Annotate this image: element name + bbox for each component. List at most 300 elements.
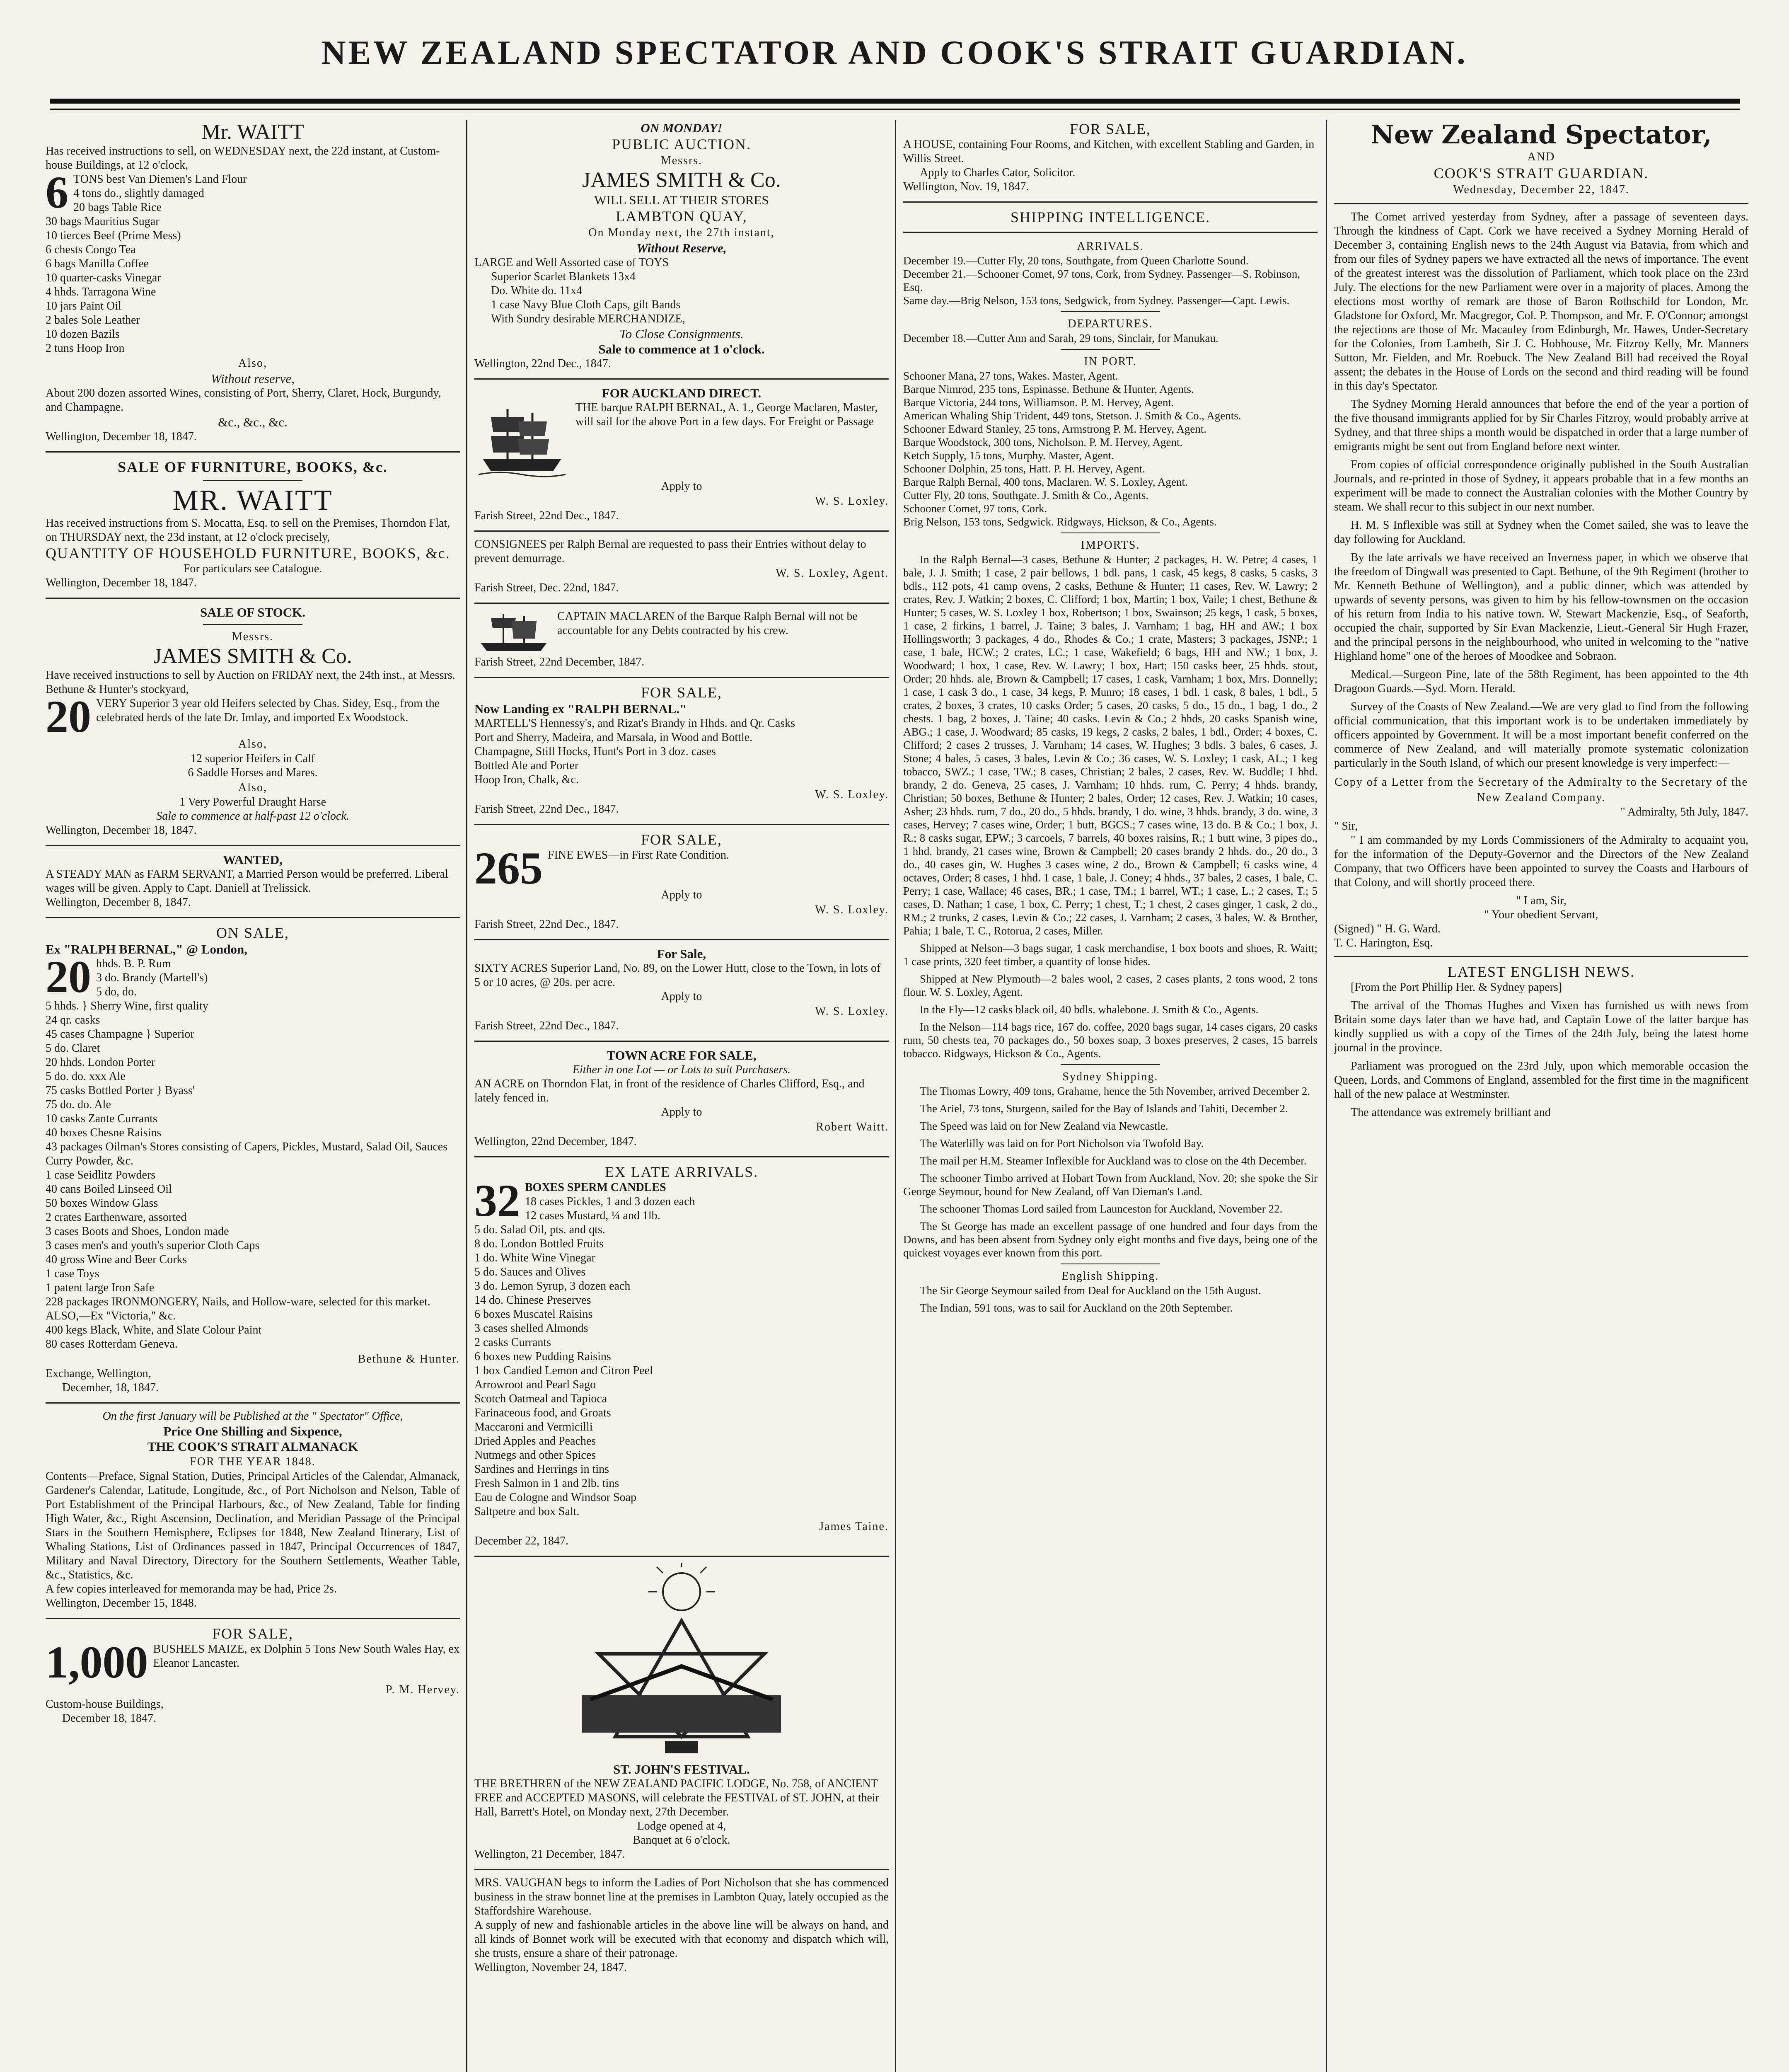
particulars: For particulars see Catalogue.	[183, 562, 322, 575]
ad-heading: FOR SALE,	[1069, 121, 1151, 137]
messrs-label: Messrs.	[232, 630, 274, 643]
ad-date: Wellington, Nov. 19, 1847.	[903, 180, 1029, 193]
shipping-paragraph: The mail per H.M. Steamer Inflexible for Auckland was to close on the 4th December.	[920, 1155, 1307, 1167]
list-item: 2 crates Earthenware, assorted	[46, 1211, 187, 1224]
arrivals-heading: ARRIVALS.	[1077, 240, 1144, 253]
divider	[474, 1156, 889, 1157]
banquet-line: Banquet at 6 o'clock.	[633, 1834, 730, 1847]
ad-heading: EX LATE ARRIVALS.	[604, 1164, 759, 1180]
list-item: Hoop Iron, Chalk, &c.	[474, 773, 579, 786]
shipping-paragraph: The Thomas Lowry, 409 tons, Grahame, hence the 5th November, arrived December 2.	[920, 1085, 1310, 1097]
ad-almanack	[46, 1409, 460, 1610]
editorial-paragraph: Survey of the Coasts of New Zealand.—We are very glad to find from the following official communication, that this important work is to be undertaken immediately by officers appointed by Government. It will be a most important benefit conferred on the commerce of New Zealand, and will materially promote systematic colonization particularly in the South Island, of which our present knowledge is very imperfect:—	[1334, 700, 1748, 770]
shipping-entry: December 21.—Schooner Comet, 97 tons, Cork, from Sydney. Passenger—S. Robinson, Esq.	[903, 268, 1301, 293]
auctioneer-name: JAMES SMITH & Co.	[153, 644, 352, 668]
divider	[903, 232, 1318, 233]
section-heading: SHIPPING INTELLIGENCE.	[1011, 209, 1210, 225]
list-item: 3 cases shelled Almonds	[474, 1322, 588, 1335]
list-item: 18 cases Pickles, 1 and 3 dozen each	[525, 1195, 695, 1208]
list-item: 6 boxes Muscatel Raisins	[474, 1308, 593, 1321]
ad-late-arrivals	[474, 1163, 889, 1548]
list-item: 24 qr. casks	[46, 1014, 100, 1026]
price-line: Price One Shilling and Sixpence,	[163, 1424, 342, 1438]
ad-date: Wellington, 21 December, 1847.	[474, 1848, 625, 1861]
list-item: Maccaroni and Vermicilli	[474, 1421, 593, 1433]
divider	[46, 598, 460, 599]
list-item: 12 cases Mustard, ¼ and 1lb.	[525, 1209, 660, 1222]
shipping-entry: Cutter Fly, 20 tons, Southgate. J. Smith & Co., Agents.	[903, 489, 1149, 501]
list-item: 10 jars Paint Oil	[46, 300, 121, 312]
ad-land	[474, 946, 889, 1033]
apply-line: Apply to	[661, 990, 702, 1003]
also-label: Also,	[238, 738, 267, 750]
ad-body: CONSIGNEES per Ralph Bernal are requested to pass their Entries without delay to prevent demurrage.	[474, 538, 866, 565]
short-rule	[203, 624, 302, 625]
list-item: 8 do. London Bottled Fruits	[474, 1237, 604, 1250]
ad-house-for-sale	[903, 120, 1318, 194]
shipping-entry: Brig Nelson, 153 tons, Sedgwick. Ridgways, Hickson, & Co., Agents.	[903, 516, 1217, 528]
in-port-heading: IN PORT.	[1084, 355, 1137, 368]
ad-date: Wellington, December 18, 1847.	[46, 576, 197, 589]
ad-date: Wellington, 22nd Dec., 1847.	[474, 357, 611, 370]
apply-line: Apply to	[661, 1106, 702, 1118]
list-item: Scotch Oatmeal and Tapioca	[474, 1392, 607, 1405]
masthead: NEW ZEALAND SPECTATOR AND COOK'S STRAIT GUARDIAN.	[321, 34, 1468, 71]
editorial-and: AND	[1527, 150, 1555, 163]
interleaved-line: A few copies interleaved for memoranda may be had, Price 2s.	[46, 1583, 337, 1595]
also-line: ALSO,—Ex "Victoria," &c.	[46, 1310, 176, 1322]
ad-date: Wellington, November 24, 1847.	[474, 1961, 627, 1974]
imports-text: In the Ralph Bernal—3 cases, Bethune & Hunter; 2 packages, H. W. Petre; 4 cases, 1 bale, J. J. Smith; 1 case, 2 pair bellows, 1 bdl. pans, 1 cask, 45 kegs, 8 casks, 5 casks, 3 bdls., 112 pots, 41 camp ovens, 2 casks, Bethune & Hunter; 11 cases, Rev. W. Lawry; 2 crates, Rev. J. Watkin; 2 boxes, C. Clifford; 1 box, Martin; 1 box, Vaile; 1 chest, Bethune & Hunter; 5 cases, W. S. Loxley 1 box, Robertson; 1 box, Swainson; 25 kegs, 1 cask, 5 boxes, 1 case, 2 firkins, 1 barrel, J. Taine; 3 bales, J. Varnham; 1 bag, HH and AW.; 1 box Hollingsworth; 3 packages, 4 do., Rhodes & Co.; 1 crate, Masters; 3 packages, JSNP.; 1 case, 1 bale, HCW.; 2 crates, LC.; 1 case, Wakefield; 6 bags, HH and NW.; 1 box, J. Woodward; 1 box, 1 case, Rev. W. Lawry; 1 box, Hart; 150 casks beer, 25 hhds. stout, Order; 20 hhds. ale, Brown & Campbell; 17 cases, 1 cask, Varnham; 1 box, Mrs. Donnelly; 1 case, 1 cask 3 do., 1 case, 34 kegs, P. Munro; 18 cases, 1 bdl. 1 cask, 8 bales, 1 bdl., 5 crates, 2 boxes, 3 crates, 10 casks Order; 5 cases, 20 casks, 5 do., 15 do., 1 bag, 1 do., 2 chests. 1 bag, 2 boxes, J. Taine; 40 casks. Levin & Co.; 2 hhds, 20 casks Spanish wine, ABG.; 1 case, J. Woodward; 85 casks, 19 kegs, 2 casks, 2 bales, 1 bdl., Order; 4 boxes, C. Clifford; 2 cases 2 trusses, J. Varnham; 14 cases, W. Hughes; 3 bdls. 3 bales, 6 cases, J. Stone; 4 bales, 5 cases, 3 bales, Levin & Co.; 36 cases, W. S. Loxley; 1 cask, AL.; 1 keg tobacco, SWZ.; 1 case, TW.; 8 cases, Christian; 2 bales, 2 cases, Rev. W. Buddle; 1 hhd. brandy, 2 do. Geneva, 25 cases, J. Varnham; 10 hhds. rum, C. Perry; 4 hhds. brandy, Christian; 50 boxes, Bethune & Hunter; 2 bales, Order; 12 cases, Rev. J. Watkin; 10 cases, Asher; 23 hhds. rum, 7 do., 20 do., 5 hhds. brandy, 1 do. wine, 3 hhds. brandy, 3 do. wine, 3 cases, Hervey; 7 cases wine, Order; 1 butt, BGCS.; 7 cases wine, 13 do. B & Co.; 1 box, J. R.; 8 casks sugar, EPW.; 3 carcoels, 7 barrels, 40 boxes raisins, R.; 1 butt wine, 3 pipes do., 1 hhd. brandy, 21 cases wine, Brown & Campbell; 20 cases brandy 2 hhds. do., 20 do., 3 do., 40 cases gin, W. Hughes 3 cases wine, 2 do., Brown & Campbell; 6 casks wine, 4 octaves, Order; 8 cases, 1 hhd. 1 case, 1 bale, J. Coney; 4 hhds., 37 bales, 2 cases, 1 bale, C. Perry; 1 case, Wallace; 46 cases, BR.; 1 case, TM.; 1 barrel, WT.; 1 case, L.; 2 cases, T.; 5 cases, D. Nathan; 1 case, 1 box, C. Perry; 1 chest, T.; 1 chest, 2 cases ginger, 1 cask, 2 do., RM.; 2 trunks, 2 cases, Levin & Co.; 22 cases, J. Varnham; 2 cases, 3 bales, W. & Brother, Pahia; 1 bale, T. C., Rotorua, 2 cases, Miller.	[903, 553, 1318, 937]
list-item: 3 cases Boots and Shoes, London made	[46, 1225, 229, 1238]
ad-intro: Has received instructions from S. Mocatta, Esq. to sell on the Premises, Thorndon Flat, on THURSDAY next, the 23d instant, at 12 o'clock precisely,	[46, 517, 450, 544]
apply-line: Apply to	[661, 480, 702, 493]
heifers-line: 12 superior Heifers in Calf	[190, 752, 315, 765]
list-item: 5 do. do. xxx Ale	[46, 1070, 126, 1083]
divider	[46, 1402, 460, 1404]
address-line: Custom-house Buildings,	[46, 1698, 164, 1711]
ad-body: SIXTY ACRES Superior Land, No. 89, on the Lower Hutt, close to the Town, in lots of 5 or 10 acres, @ 20s. per acre.	[474, 962, 881, 989]
list-item: 5 hhds. } Sherry Wine, first quality	[46, 1000, 208, 1012]
list-item: Port and Sherry, Madeira, and Marsala, in Wood and Bottle.	[474, 731, 753, 744]
agent-name: W. S. Loxley.	[815, 903, 889, 916]
list-item: 40 boxes Chesne Raisins	[46, 1126, 162, 1139]
ad-body: AN ACRE on Thorndon Flat, in front of the residence of Charles Clifford, Esq., and lately fenced in.	[474, 1077, 865, 1104]
column-1	[46, 120, 460, 2072]
english-shipping-heading: English Shipping.	[1061, 1270, 1159, 1283]
ad-intro: Have received instructions to sell by Auction on FRIDAY next, the 24th inst., at Messrs. Bethune & Hunter's stockyard,	[46, 669, 455, 696]
in-port-list	[903, 369, 1318, 528]
divider	[474, 1041, 889, 1042]
list-item: Bottled Ale and Porter	[474, 759, 579, 772]
ad-date: Wellington, December 15, 1848.	[46, 1597, 197, 1610]
ad-date: Farish Street, 22nd Dec., 1847.	[474, 918, 619, 931]
ad-heading: FOR AUCKLAND DIRECT.	[602, 386, 762, 400]
nelson-cargo: In the Nelson—114 bags rice, 167 do. coffee, 2020 bags sugar, 14 cases cigars, 20 casks rum, 50 chests tea, 70 packages do., 50 boxes soap, 3 boxes preserves, 2 cases, 15 barrels tobacco. Ridgways, Hickson & Co., Agents.	[903, 1021, 1318, 1060]
divider	[46, 451, 460, 453]
shipping-entry: Barque Ralph Bernal, 400 tons, Maclaren. W. S. Loxley, Agent.	[903, 476, 1188, 488]
list-item: Dried Apples and Peaches	[474, 1435, 596, 1447]
consign-line: To Close Consignments.	[619, 327, 744, 341]
ad-date: Wellington, 22nd December, 1847.	[474, 1135, 637, 1148]
sell-line: WILL SELL AT THEIR STORES	[594, 193, 769, 207]
exchange-line: Exchange, Wellington,	[46, 1367, 151, 1380]
quantity-number: 32	[474, 1175, 520, 1226]
ad-heading: ON SALE,	[216, 925, 289, 941]
short-rule	[1061, 349, 1160, 350]
draught-line: 1 Very Powerful Draught Harse	[179, 796, 326, 808]
auctioneer-name: MR. WAITT	[172, 484, 333, 516]
short-rule	[1061, 311, 1160, 312]
auctioneer-name: Mr. WAITT	[201, 120, 304, 144]
ad-on-sale	[46, 924, 460, 1395]
ad-heading: TOWN ACRE FOR SALE,	[607, 1048, 757, 1063]
ad-st-johns-festival	[474, 1563, 889, 1861]
nelson-shipped: Shipped at Nelson—3 bags sugar, 1 cask merchandise, 1 box boots and shoes, R. Waitt; 1 case prints, 320 feet timber, a quantity of loose hides.	[903, 942, 1318, 968]
ad-date: Wellington, December 18, 1847.	[46, 430, 197, 443]
list-item: 5 do. Salad Oil, pts. and qts.	[474, 1223, 605, 1236]
item-list	[474, 1195, 889, 1519]
editorial-body	[1334, 210, 1748, 770]
imports-heading: IMPORTS.	[1081, 539, 1140, 552]
editorial-paragraph: From copies of official correspondence originally published in the South Australian Journals, and re-printed in those of Sydney, it appears probable that in a few months an experiment will be made to connect the Australian colonies with the Mother Country by steam. We shall recur to this subject in our next number.	[1334, 458, 1748, 513]
list-item: TONS best Van Diemen's Land Flour	[73, 173, 247, 186]
ad-subheading: Either in one Lot — or Lots to suit Purchasers.	[572, 1063, 791, 1076]
shipping-paragraph: The Ariel, 73 tons, Sturgeon, sailed for the Bay of Islands and Tahiti, December 2.	[920, 1102, 1288, 1115]
shipping-paragraph: The Indian, 591 tons, was to sail for Auckland on the 20th September.	[920, 1302, 1233, 1314]
messrs-label: Messrs.	[660, 154, 703, 167]
shipping-entry: Barque Victoria, 244 tons, Williamson. P. M. Hervey, Agent.	[903, 396, 1174, 409]
ad-body: QUANTITY OF HOUSEHOLD FURNITURE, BOOKS, &c.	[46, 545, 450, 562]
quantity-number: 265	[474, 843, 543, 893]
letter-salutation: " Sir,	[1334, 820, 1358, 833]
apply-line: Apply to Charles Cator, Solicitor.	[920, 166, 1076, 179]
plymouth-shipped: Shipped at New Plymouth—2 bales wool, 2 cases, 2 cases plants, 2 tons wood, 2 tons flour. W. S. Loxley, Agent.	[903, 973, 1318, 998]
latest-news-body	[1334, 980, 1748, 1120]
wines-text: About 200 dozen assorted Wines, consisting of Port, Sherry, Claret, Hock, Burgundy, and Champagne.	[46, 387, 441, 414]
fly-cargo: In the Fly—12 casks black oil, 40 bdls. whalebone. J. Smith & Co., Agents.	[920, 1003, 1259, 1016]
list-item: Do. White do. 11x4	[491, 284, 583, 297]
list-item: 3 do. Lemon Syrup, 3 dozen each	[474, 1280, 631, 1293]
ship-illustration	[474, 610, 553, 655]
editorial-subtitle: COOK'S STRAIT GUARDIAN.	[1434, 165, 1649, 182]
ad-wanted	[46, 852, 460, 910]
shipping-entry: American Whaling Ship Trident, 449 tons, Stetson. J. Smith & Co., Agents.	[903, 409, 1241, 422]
ad-public-auction	[474, 120, 889, 371]
ad-body: CAPTAIN MACLAREN of the Barque Ralph Bernal will not be accountable for any Debts contracted by his crew.	[557, 610, 858, 637]
ad-heading: WANTED,	[223, 852, 283, 867]
ship-illustration	[474, 401, 570, 479]
shipping-entry: Schooner Comet, 97 tons, Cork.	[903, 502, 1047, 515]
list-item: 6 boxes new Pudding Raisins	[474, 1350, 611, 1363]
list-item: Fresh Salmon in 1 and 2lb. tins	[474, 1477, 619, 1490]
list-item: 10 casks Zante Currants	[46, 1112, 157, 1125]
divider	[46, 845, 460, 846]
divider	[1334, 956, 1748, 957]
agent-name: W. S. Loxley.	[815, 788, 889, 801]
item-list	[46, 167, 460, 356]
divider	[46, 917, 460, 918]
cases-line: 80 cases Rotterdam Geneva.	[46, 1338, 178, 1351]
sydney-shipping-heading: Sydney Shipping.	[1062, 1070, 1158, 1083]
letter-servant: " Your obedient Servant,	[1484, 908, 1598, 921]
ad-date: December, 18, 1847.	[62, 1381, 159, 1394]
list-item: 5 do. Claret	[46, 1042, 100, 1055]
ad-town-acre	[474, 1048, 889, 1149]
monday-line: ON MONDAY!	[641, 121, 723, 135]
editorial-paragraph: By the late arrivals we have received an Inverness paper, in which we observe that the freedom of Dingwall was presented to Capt. Bethune, of the 9th Regiment (brother to Mr. Kenneth Bethune of Wellington), and a public dinner, which was attended by upwards of seventy persons, was given to him by his fellow-townsmen on the occasion of his return from India to his native town. W. Stewart Mackenzie, Esq., of Seaforth, occupied the chair, supported by Sir Evan Mackenzie, Lieut.-General Sir Hugh Frazer, and the principal persons in the neighbourhood, who united in welcoming to the "native Highland home" one of the heroes of Moodkee and Sobraon.	[1334, 551, 1748, 663]
list-item: 1 case Toys	[46, 1267, 99, 1280]
ad-heading: For Sale,	[657, 946, 706, 961]
ad-body: A STEADY MAN as FARM SERVANT, a Married Person would be preferred. Liberal wages will be given. Apply to Capt. Daniell at Trelissick.	[46, 868, 448, 895]
arrivals-list	[903, 254, 1318, 307]
ad-body: THE BRETHREN of the NEW ZEALAND PACIFIC LODGE, No. 758, of ANCIENT FREE and ACCEPTED MASONS, will celebrate the FESTIVAL of ST. JOHN, at their Hall, Barrett's Hotel, on Monday next, 27th December.	[474, 1777, 880, 1818]
news-paragraph: Parliament was prorogued on the 23rd July, upon which memorable occasion the Queen, Lords, and Commons of England, assembled for the first time in the magnificent hall of the new palace at Westminster.	[1334, 1060, 1748, 1101]
divider	[474, 677, 889, 678]
ad-auckland-direct	[474, 385, 889, 523]
ad-consignees	[474, 537, 889, 595]
list-item: 14 do. Chinese Preserves	[474, 1294, 591, 1307]
divider	[903, 201, 1318, 203]
ad-heading: FOR SALE,	[641, 684, 723, 701]
ad-vaughan	[474, 1876, 889, 1975]
quay-line: LAMBTON QUAY,	[616, 208, 747, 225]
news-paragraph: [From the Port Phillip Her. & Sydney papers]	[1351, 981, 1562, 994]
masthead-rule	[50, 99, 1740, 104]
list-item: With Sundry desirable MERCHANDIZE,	[491, 312, 685, 325]
sydney-shipping-list	[903, 1084, 1318, 1259]
list-item: Arrowroot and Pearl Sago	[474, 1378, 596, 1391]
ad-body: BUSHELS MAIZE, ex Dolphin 5 Tons New South Wales Hay, ex Eleanor Lancaster.	[153, 1643, 460, 1670]
etc-text: &c., &c., &c.	[218, 415, 288, 429]
ad-furniture-sale	[46, 458, 460, 590]
kegs-line: 400 kegs Black, White, and Slate Colour Paint	[46, 1324, 262, 1336]
ad-date: Wellington, December 18, 1847.	[46, 824, 197, 837]
list-item: 1 case Navy Blue Cloth Caps, gilt Bands	[491, 298, 681, 311]
divider	[474, 603, 889, 604]
departures-list	[903, 332, 1318, 345]
letter-closing: " I am, Sir,	[1516, 894, 1567, 907]
shipping-paragraph: The schooner Timbo arrived at Hobart Town from Auckland, Nov. 20; she spoke the Sir George Seymour, bound for New Zealand, off Van Dieman's Land.	[903, 1172, 1318, 1198]
list-item: 2 tuns Hoop Iron	[46, 342, 125, 355]
latest-news-heading: LATEST ENGLISH NEWS.	[1447, 963, 1635, 980]
editorial-paragraph: The Sydney Morning Herald announces that before the end of the year a portion of the five thousand immigrants applied for by Sir Charles Fitzroy, would probably arrive at Sydney, and that three ships a month would be dispatched in order that a large number of emigrants might be sent out from England before next winter.	[1334, 398, 1748, 453]
shipping-paragraph: The Waterlilly was laid on for Port Nicholson via Twofold Bay.	[920, 1137, 1204, 1150]
ship-line: Now Landing ex "RALPH BERNAL."	[474, 702, 687, 716]
commence-line: Sale to commence at 1 o'clock.	[598, 342, 765, 356]
ad-waitt-sale	[46, 120, 460, 444]
quantity-number: 6	[46, 167, 68, 218]
list-item: 6 bags Manilla Coffee	[46, 257, 149, 270]
ad-date: Farish Street, 22nd Dec., 1847.	[474, 509, 619, 522]
list-item: 6 chests Congo Tea	[46, 243, 136, 256]
divider	[474, 939, 889, 940]
ad-heading: SALE OF STOCK.	[200, 605, 306, 620]
item-list	[46, 951, 460, 1309]
list-item: 10 dozen Bazils	[46, 328, 120, 341]
column-divider	[895, 120, 896, 2072]
list-item: 50 boxes Window Glass	[46, 1197, 158, 1210]
saddle-line: 6 Saddle Horses and Mares.	[188, 766, 318, 779]
divider	[474, 378, 889, 380]
short-rule	[203, 480, 302, 481]
list-item: 40 cans Boiled Linseed Oil	[46, 1183, 172, 1196]
list-item: 30 bags Mauritius Sugar	[46, 215, 160, 228]
quantity-number: 1,000	[46, 1637, 148, 1687]
shipping-entry: Ketch Supply, 15 tons, Murphy. Master, Agent.	[903, 449, 1114, 462]
ad-stock-sale	[46, 605, 460, 838]
shipping-intelligence	[903, 208, 1318, 1314]
letter-recipient: T. C. Harington, Esq.	[1334, 937, 1433, 949]
first-item: BOXES SPERM CANDLES	[525, 1181, 666, 1194]
column-3	[903, 120, 1318, 2072]
auctioneer-name: JAMES SMITH & Co.	[582, 168, 781, 192]
divider	[474, 824, 889, 825]
also-label: Also,	[238, 781, 267, 794]
ad-heading: FOR SALE,	[212, 1625, 294, 1642]
list-item: 75 do. do. Ale	[46, 1098, 111, 1111]
signature: Bethune & Hunter.	[358, 1353, 460, 1365]
ad-body: MRS. VAUGHAN begs to inform the Ladies of Port Nicholson that she has commenced business in the straw bonnet line at the premises in Lambton Quay, lately occupied as the Staffordshire Warehouse.	[474, 1876, 889, 1917]
list-item: 45 cases Champagne } Superior	[46, 1028, 194, 1041]
column-divider	[466, 120, 467, 2072]
ad-body: VERY Superior 3 year old Heifers selected by Chas. Sidey, Esq., from the celebrated herds of the late Dr. Imlay, and imported Ex Woodstock.	[96, 697, 440, 724]
ad-heading: SALE OF FURNITURE, BOOKS, &c.	[118, 459, 388, 475]
quantity-number: 20	[46, 691, 91, 742]
shipping-entry: December 19.—Cutter Fly, 20 tons, Southgate, from Queen Charlotte Sound.	[903, 254, 1249, 267]
reserve-label: Without reserve,	[210, 371, 295, 386]
shipping-entry: Barque Nimrod, 235 tons, Espinasse. Bethune & Hunter, Agents.	[903, 383, 1194, 395]
ad-body: MARTELL'S Hennessy's, and Rizat's Brandy in Hhds. and Qr. Casks	[474, 717, 795, 730]
ad-maize	[46, 1625, 460, 1726]
ad-body: LARGE and Well Assorted case of TOYS	[474, 256, 669, 269]
ad-body: FINE EWES—in First Rate Condition.	[548, 849, 729, 862]
departures-heading: DEPARTURES.	[1068, 317, 1153, 330]
shipping-entry: Same day.—Brig Nelson, 153 tons, Sedgwick, from Sydney. Passenger—Capt. Lewis.	[903, 294, 1290, 307]
date-line: On Monday next, the 27th instant,	[588, 226, 775, 239]
ad-captain	[474, 610, 889, 669]
editorial-title: New Zealand Spectator,	[1371, 120, 1712, 150]
list-item: 5 do. Sauces and Olives	[474, 1266, 586, 1278]
shipping-entry: Schooner Edward Stanley, 25 tons, Armstrong P. M. Hervey, Agent.	[903, 423, 1207, 435]
lodge-line: Lodge opened at 4,	[637, 1820, 726, 1832]
list-item: Farinaceous food, and Groats	[474, 1406, 611, 1419]
list-item: 1 do. White Wine Vinegar	[474, 1251, 595, 1264]
divider	[1334, 203, 1748, 204]
item-list	[474, 731, 889, 787]
agent-name: W. S. Loxley.	[815, 495, 889, 508]
column-2	[474, 120, 889, 2072]
ad-date: December 22, 1847.	[474, 1535, 569, 1547]
list-item: 1 patent large Iron Safe	[46, 1281, 155, 1294]
list-item: 20 hhds. London Porter	[46, 1056, 155, 1069]
quantity-number: 20	[46, 951, 91, 1002]
ship-line: Ex "RALPH BERNAL," @ London,	[46, 942, 248, 956]
short-rule	[1061, 1064, 1160, 1065]
news-paragraph: The attendance was extremely brilliant and	[1351, 1106, 1551, 1119]
list-item: 10 tierces Beef (Prime Mess)	[46, 229, 181, 242]
divider	[474, 1869, 889, 1870]
ad-heading: FOR SALE,	[641, 831, 723, 848]
ad-date: December 18, 1847.	[62, 1712, 157, 1725]
editorial-paragraph: Medical.—Surgeon Pine, late of the 58th Regiment, has been appointed to the 4th Dragoon Guards.—Syd. Morn. Herald.	[1334, 668, 1748, 695]
divider	[474, 1556, 889, 1557]
letter-heading: Copy of a Letter from the Secretary of the Admiralty to the Secretary of the New Zealand Company.	[1334, 776, 1748, 804]
agent-name: W. S. Loxley.	[815, 1005, 889, 1018]
ad-intro: Has received instructions to sell, on WEDNESDAY next, the 22d instant, at Custom-house Buildings, at 12 o'clock,	[46, 145, 440, 172]
shipping-entry: Barque Woodstock, 300 tons, Nicholson. P. M. Hervey, Agent.	[903, 436, 1183, 448]
list-item: Superior Scarlet Blankets 13x4	[491, 270, 636, 283]
signature: P. M. Hervey.	[386, 1683, 460, 1696]
list-item: 40 gross Wine and Beer Corks	[46, 1253, 187, 1266]
list-item: 5 do, do.	[96, 985, 137, 998]
editorial-paragraph: The Comet arrived yesterday from Sydney, after a passage of seventeen days. Through the kindness of Capt. Cork we have received a Sydney Morning Herald of December 3, containing English news to the 24th August via Batavia, from which and from our files of Sydney papers we have extracted all the news of importance. The event of the greatest interest was the dissolution of Parliament, which took place on the 23rd July. The elections for the new Parliament were over in a majority of places. Among the elections most worthy of remark are those of Baron Rothschild for London, Mr. Gladstone for Oxford, Mr. Macgregor, Col. P. Thompson, and Mr. F. O'Connor; amongst the rejections are those of Mr. Macauley from Edinburgh, Mr. Hawes, Under-Secretary for the Colonies, from Lambeth, Sir J. C. Hobhouse, Mr. Fitzroy Kelly, Mr. Manners Sutton, Mr. Fielden, and Mr. Roebuck. The New Zealand Bill had received the Royal assent; the debates in the House of Lords on the second and third reading will be found in this day's Spectator.	[1334, 211, 1748, 392]
commence-line: Sale to commence at half-past 12 o'clock.	[156, 810, 349, 823]
list-item: Saltpetre and box Salt.	[474, 1505, 580, 1518]
public-auction-line: PUBLIC AUCTION.	[612, 136, 752, 152]
apply-line: Apply to	[661, 888, 702, 901]
letter-signed: (Signed) " H. G. Ward.	[1334, 922, 1441, 935]
ad-body: A HOUSE, containing Four Rooms, and Kitchen, with excellent Stabling and Garden, in Willis Street.	[903, 138, 1315, 165]
list-item: Nutmegs and other Spices	[474, 1449, 596, 1462]
shipping-paragraph: The Speed was laid on for New Zealand via Newcastle.	[920, 1120, 1168, 1132]
almanack-title: THE COOK'S STRAIT ALMANACK	[147, 1439, 358, 1454]
ad-ewes	[474, 831, 889, 932]
list-item: 4 tons do., slightly damaged	[73, 187, 204, 200]
editorial-paragraph: H. M. S Inflexible was still at Sydney when the Comet sailed, she was to leave the day following for Auckland.	[1334, 519, 1748, 546]
shipping-paragraph: The schooner Thomas Lord sailed from Launceston for Auckland, November 22.	[920, 1203, 1283, 1215]
news-paragraph: The arrival of the Thomas Hughes and Vixen has furnished us with news from Britain some days later than we have had, and Captain Lowe of the latter barque has kindly supplied us with a copy of the Times of the 24th July, being the latest home journal in the province.	[1334, 999, 1748, 1054]
masthead-rule-thin	[50, 109, 1740, 110]
ad-martell	[474, 684, 889, 816]
contents-text: Contents—Preface, Signal Station, Duties, Principal Articles of the Calendar, Almanack, Gardener's Calendar, Latitude, Longitude, &c., of Port Nicholson and Nelson, Table of Port Establishment of the Principal Harbours, &c., of New Zealand, Table for finding High Water, &c., Right Ascension, Declination, and Meridian Passage of the Principal Stars in the Southern Hemisphere, Eclipses for 1848, New Zealand Itinerary, List of Whaling Stations, List of Ordinances passed in 1847, Principal Occurrences of 1847, Military and Naval Directory, Directory for the Southern Settlements, Weather Table, &c., Statistics, &c.	[46, 1470, 460, 1581]
shipping-entry: December 18.—Cutter Ann and Sarah, 29 tons, Sinclair, for Manukau.	[903, 332, 1218, 344]
divider	[46, 1618, 460, 1619]
column-divider	[1326, 120, 1327, 2072]
letter-date: " Admiralty, 5th July, 1847.	[1620, 806, 1748, 818]
ad-body-continued: A supply of new and fashionable articles in the above line will be always on hand, and all kinds of Bonnet work will be executed with that economy and dispatch which will, she trusts, ensure a share of their patronage.	[474, 1919, 889, 1960]
shipping-entry: Schooner Mana, 27 tons, Wakes. Master, Agent.	[903, 370, 1118, 382]
shipping-paragraph: The St George has made an excellent passage of one hundred and four days from the Downs, and has been absent from Sydney only eight months and five days, being one of the quickest voyages ever known from this port.	[903, 1220, 1318, 1259]
reserve-line: Without Reserve,	[636, 241, 727, 255]
masonic-emblem-illustration	[532, 1563, 831, 1757]
ad-date: Farish Street, 22nd Dec., 1847.	[474, 803, 619, 816]
shipping-paragraph: The Sir George Seymour sailed from Deal for Auckland on the 15th August.	[920, 1284, 1261, 1297]
ad-date: Farish Street, Dec. 22nd, 1847.	[474, 581, 619, 594]
item-list	[474, 270, 889, 326]
editorial-date: Wednesday, December 22, 1847.	[1453, 183, 1629, 196]
list-item: 4 hhds. Tarragona Wine	[46, 286, 156, 298]
list-item: 2 bales Sole Leather	[46, 314, 140, 327]
list-item: Eau de Cologne and Windsor Soap	[474, 1491, 637, 1504]
also-label: Also,	[238, 357, 267, 370]
ad-body: THE barque RALPH BERNAL, A. 1., George Maclaren, Master, will sail for the above Port in a few days. For Freight or Passage	[575, 401, 878, 428]
list-item: 2 casks Currants	[474, 1336, 551, 1349]
letter-body: " I am commanded by my Lords Commissioners of the Admiralty to acquaint you, for the information of the Deputy-Governor and the Directors of the New Zealand Company, that two Officers have been appointed to survey the Coasts and Harbours of that Colony, and will shortly proceed there.	[1334, 834, 1748, 889]
english-shipping-list	[903, 1284, 1318, 1314]
list-item: 1 case Seidlitz Powders	[46, 1169, 156, 1181]
notice-line: On the first January will be Published at the " Spectator" Office,	[102, 1410, 403, 1423]
column-4	[1334, 120, 1748, 2072]
list-item: 3 do. Brandy (Martell's)	[96, 971, 208, 984]
agent-name: W. S. Loxley, Agent.	[776, 567, 889, 580]
list-item: hhds. B. P. Rum	[96, 957, 171, 970]
list-item: 43 packages Oilman's Stores consisting of Capers, Pickles, Mustard, Salad Oil, Sauces Curry Powder, &c.	[46, 1140, 448, 1167]
list-item: 10 quarter-casks Vinegar	[46, 271, 161, 284]
list-item: 20 bags Table Rice	[73, 201, 162, 214]
agent-name: Robert Waitt.	[816, 1121, 889, 1133]
ad-date: Wellington, December 8, 1847.	[46, 896, 191, 909]
